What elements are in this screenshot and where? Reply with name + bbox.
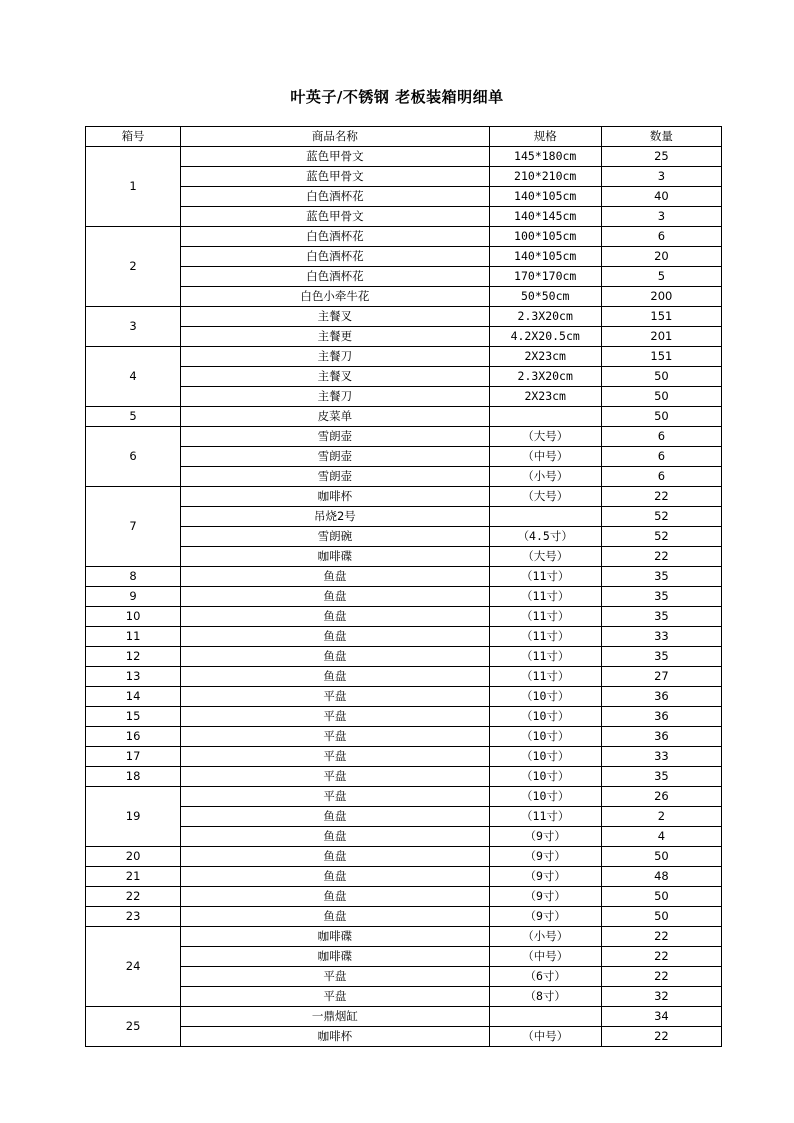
box-number-cell: 24: [86, 927, 181, 1007]
product-name-cell: 白色酒杯花: [181, 247, 489, 267]
quantity-cell: 200: [601, 287, 721, 307]
specification-cell: 145*180cm: [489, 147, 601, 167]
quantity-cell: 22: [601, 487, 721, 507]
product-name-cell: 平盘: [181, 787, 489, 807]
product-name-cell: 鱼盘: [181, 907, 489, 927]
table-row: [86, 227, 722, 247]
specification-cell: （11寸）: [489, 567, 601, 587]
product-name-cell: 蓝色甲骨文: [181, 167, 489, 187]
specification-cell: 2X23cm: [489, 387, 601, 407]
quantity-cell: 50: [601, 887, 721, 907]
quantity-cell: 33: [601, 747, 721, 767]
product-name-cell: 白色小牵牛花: [181, 287, 489, 307]
specification-cell: （6寸）: [489, 967, 601, 987]
specification-cell: 2.3X20cm: [489, 367, 601, 387]
product-name-cell: 蓝色甲骨文: [181, 207, 489, 227]
product-name-cell: 鱼盘: [181, 867, 489, 887]
specification-cell: （9寸）: [489, 887, 601, 907]
specification-cell: （大号）: [489, 427, 601, 447]
specification-cell: [489, 507, 601, 527]
quantity-cell: 6: [601, 227, 721, 247]
box-number-cell: 25: [86, 1007, 181, 1047]
box-number-cell: 12: [86, 647, 181, 667]
quantity-cell: 50: [601, 407, 721, 427]
table-row: [86, 167, 722, 187]
product-name-cell: 白色酒杯花: [181, 227, 489, 247]
specification-cell: 170*170cm: [489, 267, 601, 287]
quantity-cell: 52: [601, 507, 721, 527]
product-name-cell: 吊烧2号: [181, 507, 489, 527]
table-row: [86, 827, 722, 847]
table-header: [86, 127, 722, 147]
table-row: [86, 727, 722, 747]
specification-cell: 210*210cm: [489, 167, 601, 187]
quantity-cell: 201: [601, 327, 721, 347]
product-name-cell: 主餐刀: [181, 387, 489, 407]
quantity-cell: 35: [601, 607, 721, 627]
table-row: [86, 987, 722, 1007]
product-name-cell: 咖啡碟: [181, 947, 489, 967]
table-row: [86, 947, 722, 967]
quantity-cell: 52: [601, 527, 721, 547]
specification-cell: （大号）: [489, 487, 601, 507]
table-row: [86, 707, 722, 727]
specification-cell: （11寸）: [489, 587, 601, 607]
product-name-cell: 主餐更: [181, 327, 489, 347]
box-number-cell: 20: [86, 847, 181, 867]
specification-cell: 2X23cm: [489, 347, 601, 367]
specification-cell: （9寸）: [489, 907, 601, 927]
document-title: 叶英子/不锈钢 老板装箱明细单: [290, 88, 504, 106]
table-row: [86, 387, 722, 407]
box-number-cell: 16: [86, 727, 181, 747]
packing-list-table: [85, 126, 722, 1047]
box-number-cell: 21: [86, 867, 181, 887]
table-row: [86, 207, 722, 227]
table-row: [86, 527, 722, 547]
product-name-cell: 鱼盘: [181, 847, 489, 867]
product-name-cell: 皮菜单: [181, 407, 489, 427]
box-number-cell: 13: [86, 667, 181, 687]
specification-cell: （10寸）: [489, 727, 601, 747]
box-number-cell: 7: [86, 487, 181, 567]
header-quantity: 数量: [601, 127, 721, 147]
box-number-cell: 5: [86, 407, 181, 427]
table-row: [86, 587, 722, 607]
table-row: [86, 567, 722, 587]
specification-cell: （11寸）: [489, 667, 601, 687]
specification-cell: （4.5寸）: [489, 527, 601, 547]
quantity-cell: 48: [601, 867, 721, 887]
table-row: [86, 867, 722, 887]
table-body: [86, 147, 722, 1047]
specification-cell: （9寸）: [489, 827, 601, 847]
box-number-cell: 6: [86, 427, 181, 487]
box-number-cell: 4: [86, 347, 181, 407]
specification-cell: （大号）: [489, 547, 601, 567]
product-name-cell: 雪朗壶: [181, 467, 489, 487]
product-name-cell: 鱼盘: [181, 827, 489, 847]
product-name-cell: 鱼盘: [181, 587, 489, 607]
box-number-cell: 1: [86, 147, 181, 227]
specification-cell: 140*145cm: [489, 207, 601, 227]
product-name-cell: 一鼎烟缸: [181, 1007, 489, 1027]
table-row: [86, 627, 722, 647]
box-number-cell: 10: [86, 607, 181, 627]
header-box-number: 箱号: [86, 127, 181, 147]
table-row: [86, 927, 722, 947]
quantity-cell: 25: [601, 147, 721, 167]
box-number-cell: 9: [86, 587, 181, 607]
product-name-cell: 鱼盘: [181, 627, 489, 647]
quantity-cell: 35: [601, 767, 721, 787]
product-name-cell: 鱼盘: [181, 647, 489, 667]
specification-cell: 50*50cm: [489, 287, 601, 307]
table-row: [86, 367, 722, 387]
table-row: [86, 847, 722, 867]
table-row: [86, 287, 722, 307]
product-name-cell: 鱼盘: [181, 667, 489, 687]
quantity-cell: 22: [601, 547, 721, 567]
product-name-cell: 雪朗碗: [181, 527, 489, 547]
quantity-cell: 22: [601, 967, 721, 987]
product-name-cell: 鱼盘: [181, 887, 489, 907]
table-row: [86, 767, 722, 787]
specification-cell: （11寸）: [489, 627, 601, 647]
quantity-cell: 50: [601, 847, 721, 867]
header-specification: 规格: [489, 127, 601, 147]
product-name-cell: 鱼盘: [181, 607, 489, 627]
box-number-cell: 17: [86, 747, 181, 767]
specification-cell: 100*105cm: [489, 227, 601, 247]
specification-cell: （中号）: [489, 447, 601, 467]
table-row: [86, 427, 722, 447]
product-name-cell: 平盘: [181, 727, 489, 747]
product-name-cell: 主餐刀: [181, 347, 489, 367]
table-row: [86, 307, 722, 327]
quantity-cell: 5: [601, 267, 721, 287]
quantity-cell: 36: [601, 687, 721, 707]
specification-cell: 140*105cm: [489, 187, 601, 207]
specification-cell: （10寸）: [489, 687, 601, 707]
quantity-cell: 27: [601, 667, 721, 687]
table-row: [86, 907, 722, 927]
box-number-cell: 19: [86, 787, 181, 847]
table-row: [86, 687, 722, 707]
quantity-cell: 22: [601, 1027, 721, 1047]
quantity-cell: 32: [601, 987, 721, 1007]
quantity-cell: 6: [601, 467, 721, 487]
product-name-cell: 雪朗壶: [181, 447, 489, 467]
product-name-cell: 平盘: [181, 767, 489, 787]
specification-cell: （小号）: [489, 927, 601, 947]
product-name-cell: 白色酒杯花: [181, 187, 489, 207]
table-row: [86, 807, 722, 827]
product-name-cell: 咖啡杯: [181, 487, 489, 507]
table-row: [86, 347, 722, 367]
quantity-cell: 6: [601, 447, 721, 467]
box-number-cell: 2: [86, 227, 181, 307]
table-row: [86, 467, 722, 487]
header-row: [86, 127, 722, 147]
product-name-cell: 平盘: [181, 707, 489, 727]
quantity-cell: 40: [601, 187, 721, 207]
quantity-cell: 151: [601, 307, 721, 327]
quantity-cell: 6: [601, 427, 721, 447]
table-row: [86, 787, 722, 807]
product-name-cell: 咖啡碟: [181, 547, 489, 567]
table-row: [86, 747, 722, 767]
specification-cell: （10寸）: [489, 787, 601, 807]
box-number-cell: 22: [86, 887, 181, 907]
box-number-cell: 18: [86, 767, 181, 787]
table-row: [86, 547, 722, 567]
product-name-cell: 咖啡碟: [181, 927, 489, 947]
quantity-cell: 50: [601, 387, 721, 407]
specification-cell: 140*105cm: [489, 247, 601, 267]
quantity-cell: 151: [601, 347, 721, 367]
product-name-cell: 平盘: [181, 747, 489, 767]
specification-cell: （中号）: [489, 947, 601, 967]
table-row: [86, 887, 722, 907]
quantity-cell: 3: [601, 167, 721, 187]
product-name-cell: 平盘: [181, 967, 489, 987]
product-name-cell: 雪朗壶: [181, 427, 489, 447]
product-name-cell: 鱼盘: [181, 807, 489, 827]
table-row: [86, 507, 722, 527]
quantity-cell: 36: [601, 727, 721, 747]
quantity-cell: 36: [601, 707, 721, 727]
specification-cell: （9寸）: [489, 847, 601, 867]
specification-cell: （中号）: [489, 1027, 601, 1047]
quantity-cell: 33: [601, 627, 721, 647]
specification-cell: （小号）: [489, 467, 601, 487]
quantity-cell: 50: [601, 907, 721, 927]
table-row: [86, 607, 722, 627]
table-row: [86, 267, 722, 287]
specification-cell: （11寸）: [489, 647, 601, 667]
specification-cell: [489, 1007, 601, 1027]
box-number-cell: 15: [86, 707, 181, 727]
specification-cell: （10寸）: [489, 767, 601, 787]
product-name-cell: 咖啡杯: [181, 1027, 489, 1047]
product-name-cell: 鱼盘: [181, 567, 489, 587]
table-row: [86, 1027, 722, 1047]
table-row: [86, 647, 722, 667]
product-name-cell: 蓝色甲骨文: [181, 147, 489, 167]
product-name-cell: 平盘: [181, 687, 489, 707]
quantity-cell: 34: [601, 1007, 721, 1027]
specification-cell: 2.3X20cm: [489, 307, 601, 327]
product-name-cell: 主餐叉: [181, 367, 489, 387]
box-number-cell: 11: [86, 627, 181, 647]
table-row: [86, 487, 722, 507]
table-row: [86, 1007, 722, 1027]
product-name-cell: 白色酒杯花: [181, 267, 489, 287]
specification-cell: （9寸）: [489, 867, 601, 887]
table-row: [86, 147, 722, 167]
specification-cell: （10寸）: [489, 747, 601, 767]
table-row: [86, 247, 722, 267]
box-number-cell: 3: [86, 307, 181, 347]
specification-cell: 4.2X20.5cm: [489, 327, 601, 347]
specification-cell: （11寸）: [489, 607, 601, 627]
table-row: [86, 967, 722, 987]
box-number-cell: 8: [86, 567, 181, 587]
quantity-cell: 35: [601, 567, 721, 587]
quantity-cell: 3: [601, 207, 721, 227]
quantity-cell: 22: [601, 947, 721, 967]
product-name-cell: 主餐叉: [181, 307, 489, 327]
specification-cell: [489, 407, 601, 427]
quantity-cell: 26: [601, 787, 721, 807]
quantity-cell: 35: [601, 587, 721, 607]
table-row: [86, 447, 722, 467]
specification-cell: （8寸）: [489, 987, 601, 1007]
quantity-cell: 20: [601, 247, 721, 267]
table-row: [86, 187, 722, 207]
specification-cell: （11寸）: [489, 807, 601, 827]
product-name-cell: 平盘: [181, 987, 489, 1007]
table-row: [86, 407, 722, 427]
quantity-cell: 4: [601, 827, 721, 847]
quantity-cell: 50: [601, 367, 721, 387]
box-number-cell: 23: [86, 907, 181, 927]
quantity-cell: 22: [601, 927, 721, 947]
specification-cell: （10寸）: [489, 707, 601, 727]
table-row: [86, 667, 722, 687]
quantity-cell: 2: [601, 807, 721, 827]
header-product-name: 商品名称: [181, 127, 489, 147]
box-number-cell: 14: [86, 687, 181, 707]
table-row: [86, 327, 722, 347]
quantity-cell: 35: [601, 647, 721, 667]
